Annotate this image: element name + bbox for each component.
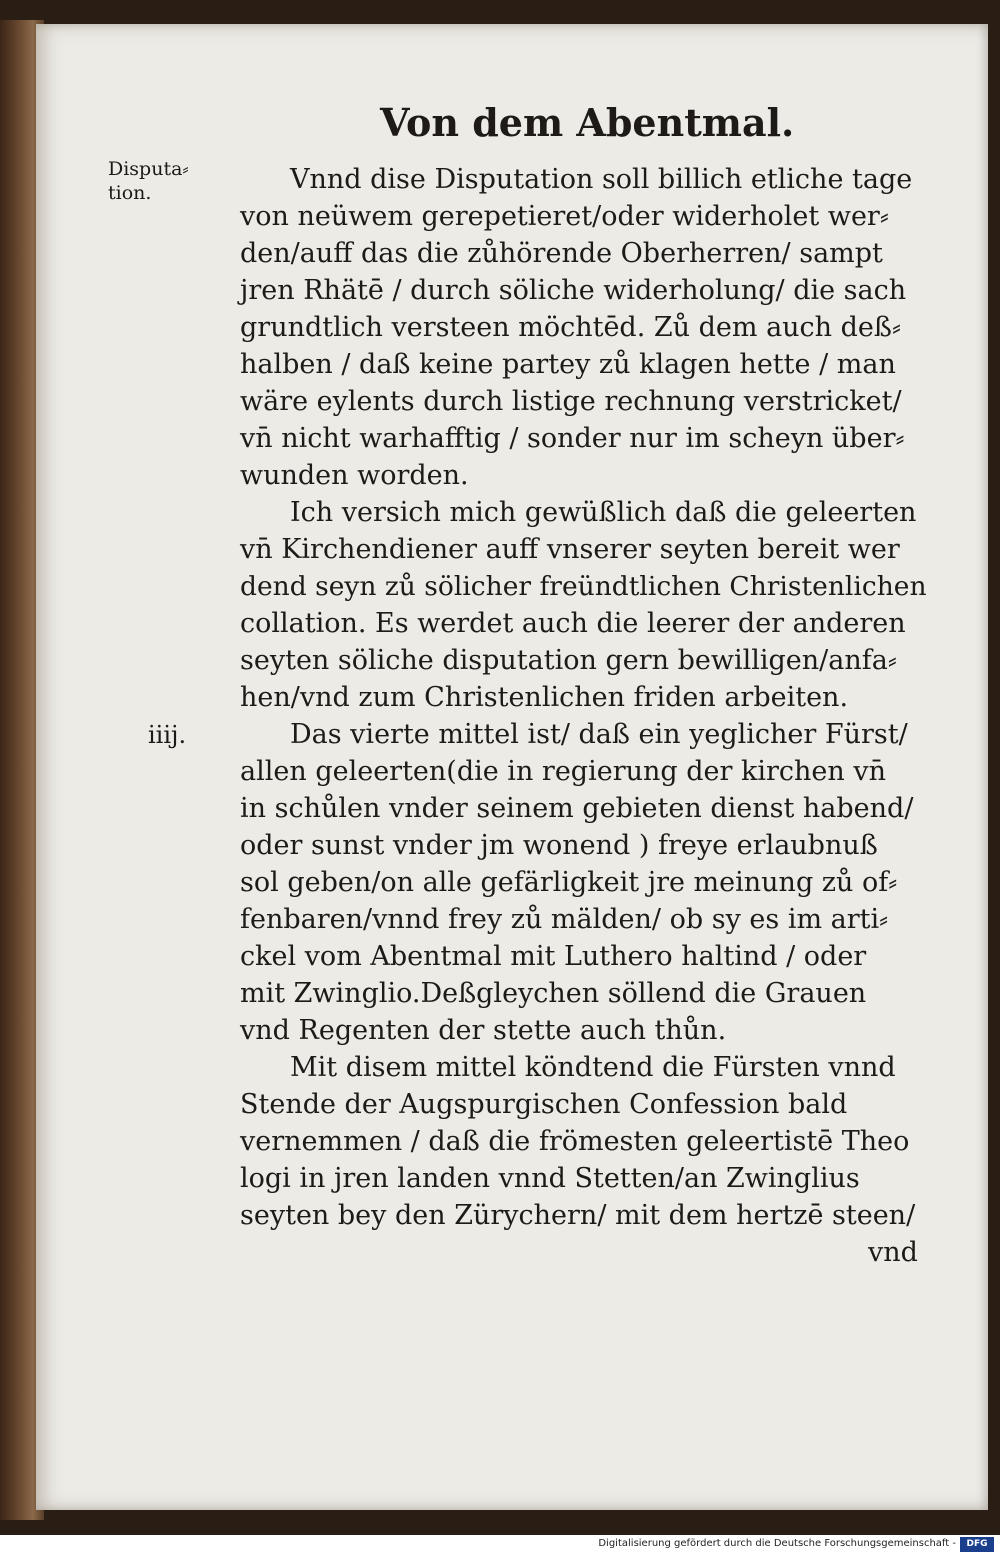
footer-bar bbox=[0, 1535, 1000, 1555]
text-line: vernemmen / daß die frömesten geleertistē Theo bbox=[240, 1126, 910, 1157]
text-line: mit Zwinglio.Deßgleychen söllend die Grauen bbox=[240, 978, 867, 1009]
text-line: Das vierte mittel ist/ daß ein yeglicher Fürst/ bbox=[290, 719, 908, 750]
text-line: in schůlen vnder seinem gebieten dienst habend/ bbox=[240, 793, 914, 824]
text-line: wäre eylents durch listige rechnung verstricket/ bbox=[240, 386, 902, 417]
text-line: seyten söliche disputation gern bewilligen/anfa⸗ bbox=[240, 645, 897, 676]
text-line: sol geben/on alle gefärligkeit jre meinung zů of⸗ bbox=[240, 867, 898, 898]
text-line: halben / daß keine partey zů klagen hette / man bbox=[240, 349, 896, 380]
text-line: grundtlich versteen möchtēd. Zů dem auch deß⸗ bbox=[240, 312, 901, 343]
text-line: vnd Regenten der stette auch thůn. bbox=[240, 1015, 727, 1046]
text-line: seyten bey den Zürychern/ mit dem hertzē steen/ bbox=[240, 1200, 916, 1231]
dfg-logo: DFG bbox=[960, 1537, 994, 1552]
text-line: den/auff das die zůhörende Oberherren/ sampt bbox=[240, 238, 883, 269]
marginal-number: iiij. bbox=[148, 721, 187, 749]
text-line: wunden worden. bbox=[240, 460, 469, 491]
text-line: Vnnd dise Disputation soll billich etliche tage bbox=[290, 164, 913, 195]
text-line: Mit disem mittel köndtend die Fürsten vnnd bbox=[290, 1052, 896, 1083]
catchword: vnd bbox=[868, 1237, 918, 1268]
marginal-note: Disputa⸗ bbox=[108, 158, 189, 180]
text-line: von neüwem gerepetieret/oder widerholet wer⸗ bbox=[240, 201, 889, 232]
text-line: hen/vnd zum Christenlichen friden arbeiten. bbox=[240, 682, 849, 713]
text-line: Stende der Augspurgischen Confession bald bbox=[240, 1089, 848, 1120]
text-line: fenbaren/vnnd frey zů mälden/ ob sy es im arti⸗ bbox=[240, 904, 889, 935]
funding-credit: Digitalisierung gefördert durch die Deutsche Forschungsgemeinschaft - bbox=[598, 1538, 956, 1549]
text-line: ckel vom Abentmal mit Luthero haltind / oder bbox=[240, 941, 867, 972]
text-line: oder sunst vnder jm wonend ) freye erlaubnuß bbox=[240, 830, 878, 861]
text-line: vn̄ nicht warhafftig / sonder nur im scheyn über⸗ bbox=[240, 423, 905, 454]
text-line: Ich versich mich gewüßlich daß die geleerten bbox=[290, 497, 917, 528]
marginal-note: tion. bbox=[108, 182, 152, 204]
text-line: collation. Es werdet auch die leerer der anderen bbox=[240, 608, 906, 639]
text-line: allen geleerten(die in regierung der kirchen vn̄ bbox=[240, 756, 887, 787]
running-header: Von dem Abentmal. bbox=[380, 100, 795, 145]
text-line: logi in jren landen vnnd Stetten/an Zwinglius bbox=[240, 1163, 860, 1194]
text-line: vn̄ Kirchendiener auff vnserer seyten bereit wer bbox=[240, 534, 900, 565]
text-line: dend seyn zů sölicher freündtlichen Christenlichen bbox=[240, 571, 927, 602]
text-line: jren Rhätē / durch söliche widerholung/ die sach bbox=[240, 275, 907, 306]
